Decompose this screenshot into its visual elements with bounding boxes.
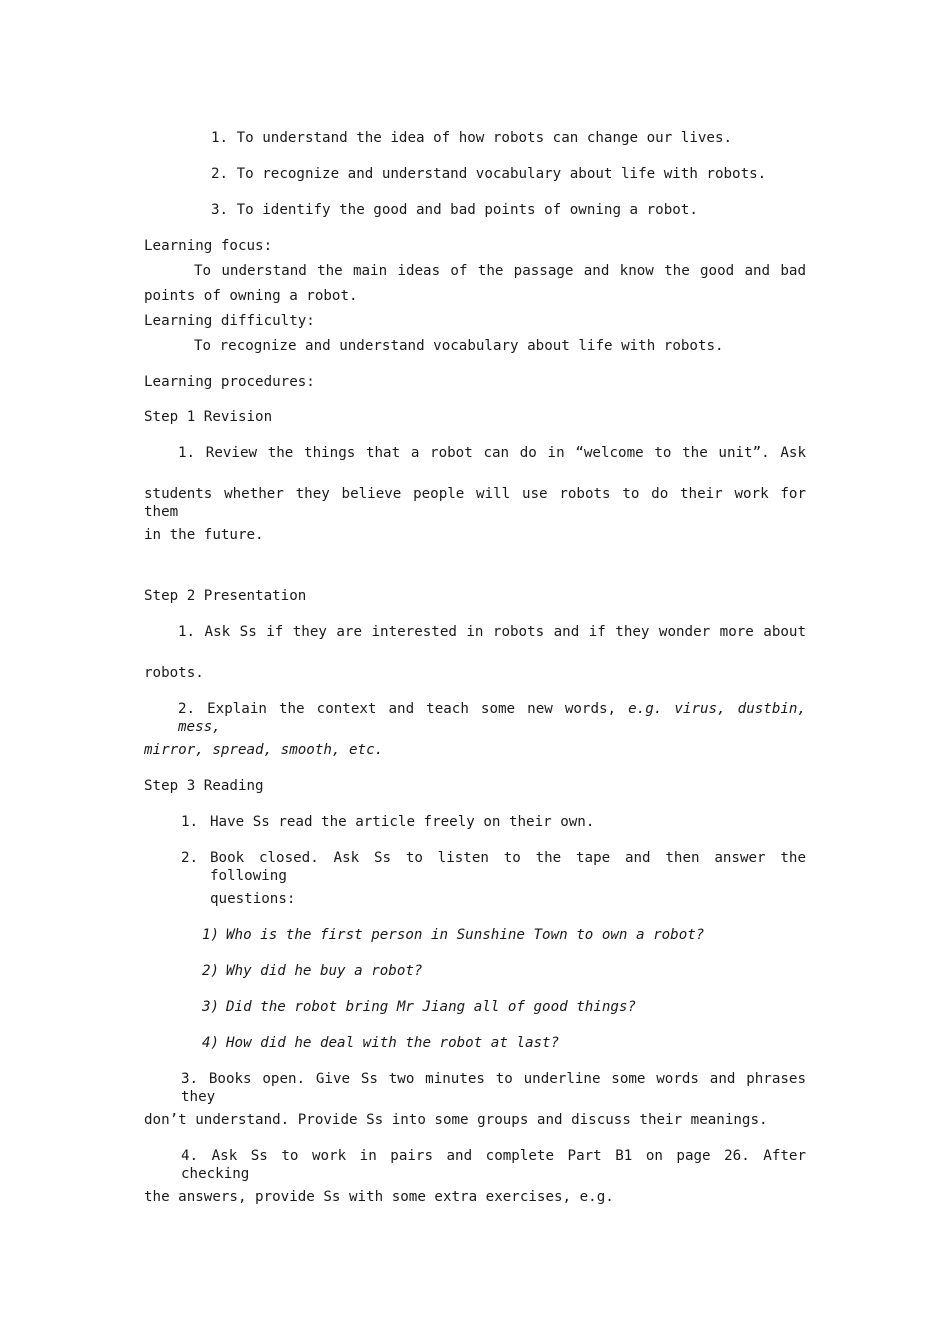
question-1-text: Who is the first person in Sunshine Town to own a robot? xyxy=(226,927,705,943)
step-2-item-1-line-1: 1. Ask Ss if they are interested in robots and if they wonder more about xyxy=(178,624,806,640)
question-2 xyxy=(202,962,422,980)
step-1-item-1-line-3: in the future. xyxy=(144,527,264,543)
objective-1: 1. To understand the idea of how robots can change our lives. xyxy=(211,130,733,146)
question-3-text: Did the robot bring Mr Jiang all of good things? xyxy=(226,999,636,1015)
step-1-heading: Step 1 Revision xyxy=(144,409,273,425)
step-3-item-4-line-1: 4. Ask Ss to work in pairs and complete Part B1 on page 26. After checking xyxy=(181,1148,806,1182)
learning-procedures-heading: Learning procedures: xyxy=(144,374,315,390)
question-1-number: 1) xyxy=(202,927,220,943)
question-4 xyxy=(202,1034,559,1052)
step-2-item-2-plain: 2. Explain the context and teach some new words, xyxy=(178,701,617,717)
step-3-item-1-text: Have Ss read the article freely on their own. xyxy=(210,814,595,830)
step-3-item-4-line-2: the answers, provide Ss with some extra exercises, e.g. xyxy=(144,1189,614,1205)
step-2-item-2-line-2: mirror, spread, smooth, etc. xyxy=(144,742,384,758)
step-1-item-1-line-2: students whether they believe people will use robots to do their work for them xyxy=(144,486,806,520)
question-3-number: 3) xyxy=(202,999,220,1015)
step-3-item-1-number: 1. xyxy=(181,814,199,830)
question-2-number: 2) xyxy=(202,963,220,979)
question-4-number: 4) xyxy=(202,1035,220,1051)
objective-2: 2. To recognize and understand vocabulary about life with robots. xyxy=(211,166,767,182)
step-3-item-2-line-2: questions: xyxy=(210,891,296,907)
step-3-item-3-line-1: 3. Books open. Give Ss two minutes to underline some words and phrases they xyxy=(181,1071,806,1105)
learning-focus-line-2: points of owning a robot. xyxy=(144,288,358,304)
learning-difficulty-heading: Learning difficulty: xyxy=(144,313,315,329)
objective-3: 3. To identify the good and bad points of owning a robot. xyxy=(211,202,698,218)
question-2-text: Why did he buy a robot? xyxy=(226,963,423,979)
step-2-heading: Step 2 Presentation xyxy=(144,588,307,604)
step-3-heading: Step 3 Reading xyxy=(144,778,264,794)
learning-focus-line-1: To understand the main ideas of the passage and know the good and bad xyxy=(194,263,806,279)
step-2-item-2-examples: e.g. virus, dustbin, mess, xyxy=(178,701,806,735)
learning-difficulty-text: To recognize and understand vocabulary about life with robots. xyxy=(194,338,724,354)
step-3-item-2-line-1: Book closed. Ask Ss to listen to the tape and then answer the following xyxy=(210,850,806,884)
question-1 xyxy=(202,926,704,944)
question-3 xyxy=(202,998,636,1016)
step-2-item-2-line-1 xyxy=(178,700,806,736)
step-2-item-1-line-2: robots. xyxy=(144,665,204,681)
learning-focus-heading: Learning focus: xyxy=(144,238,273,254)
step-3-item-2-number: 2. xyxy=(181,850,199,866)
question-4-text: How did he deal with the robot at last? xyxy=(226,1035,560,1051)
step-3-item-3-line-2: don’t understand. Provide Ss into some groups and discuss their meanings. xyxy=(144,1112,768,1128)
step-1-item-1-line-1: 1. Review the things that a robot can do in “welcome to the unit”. Ask xyxy=(178,445,806,461)
